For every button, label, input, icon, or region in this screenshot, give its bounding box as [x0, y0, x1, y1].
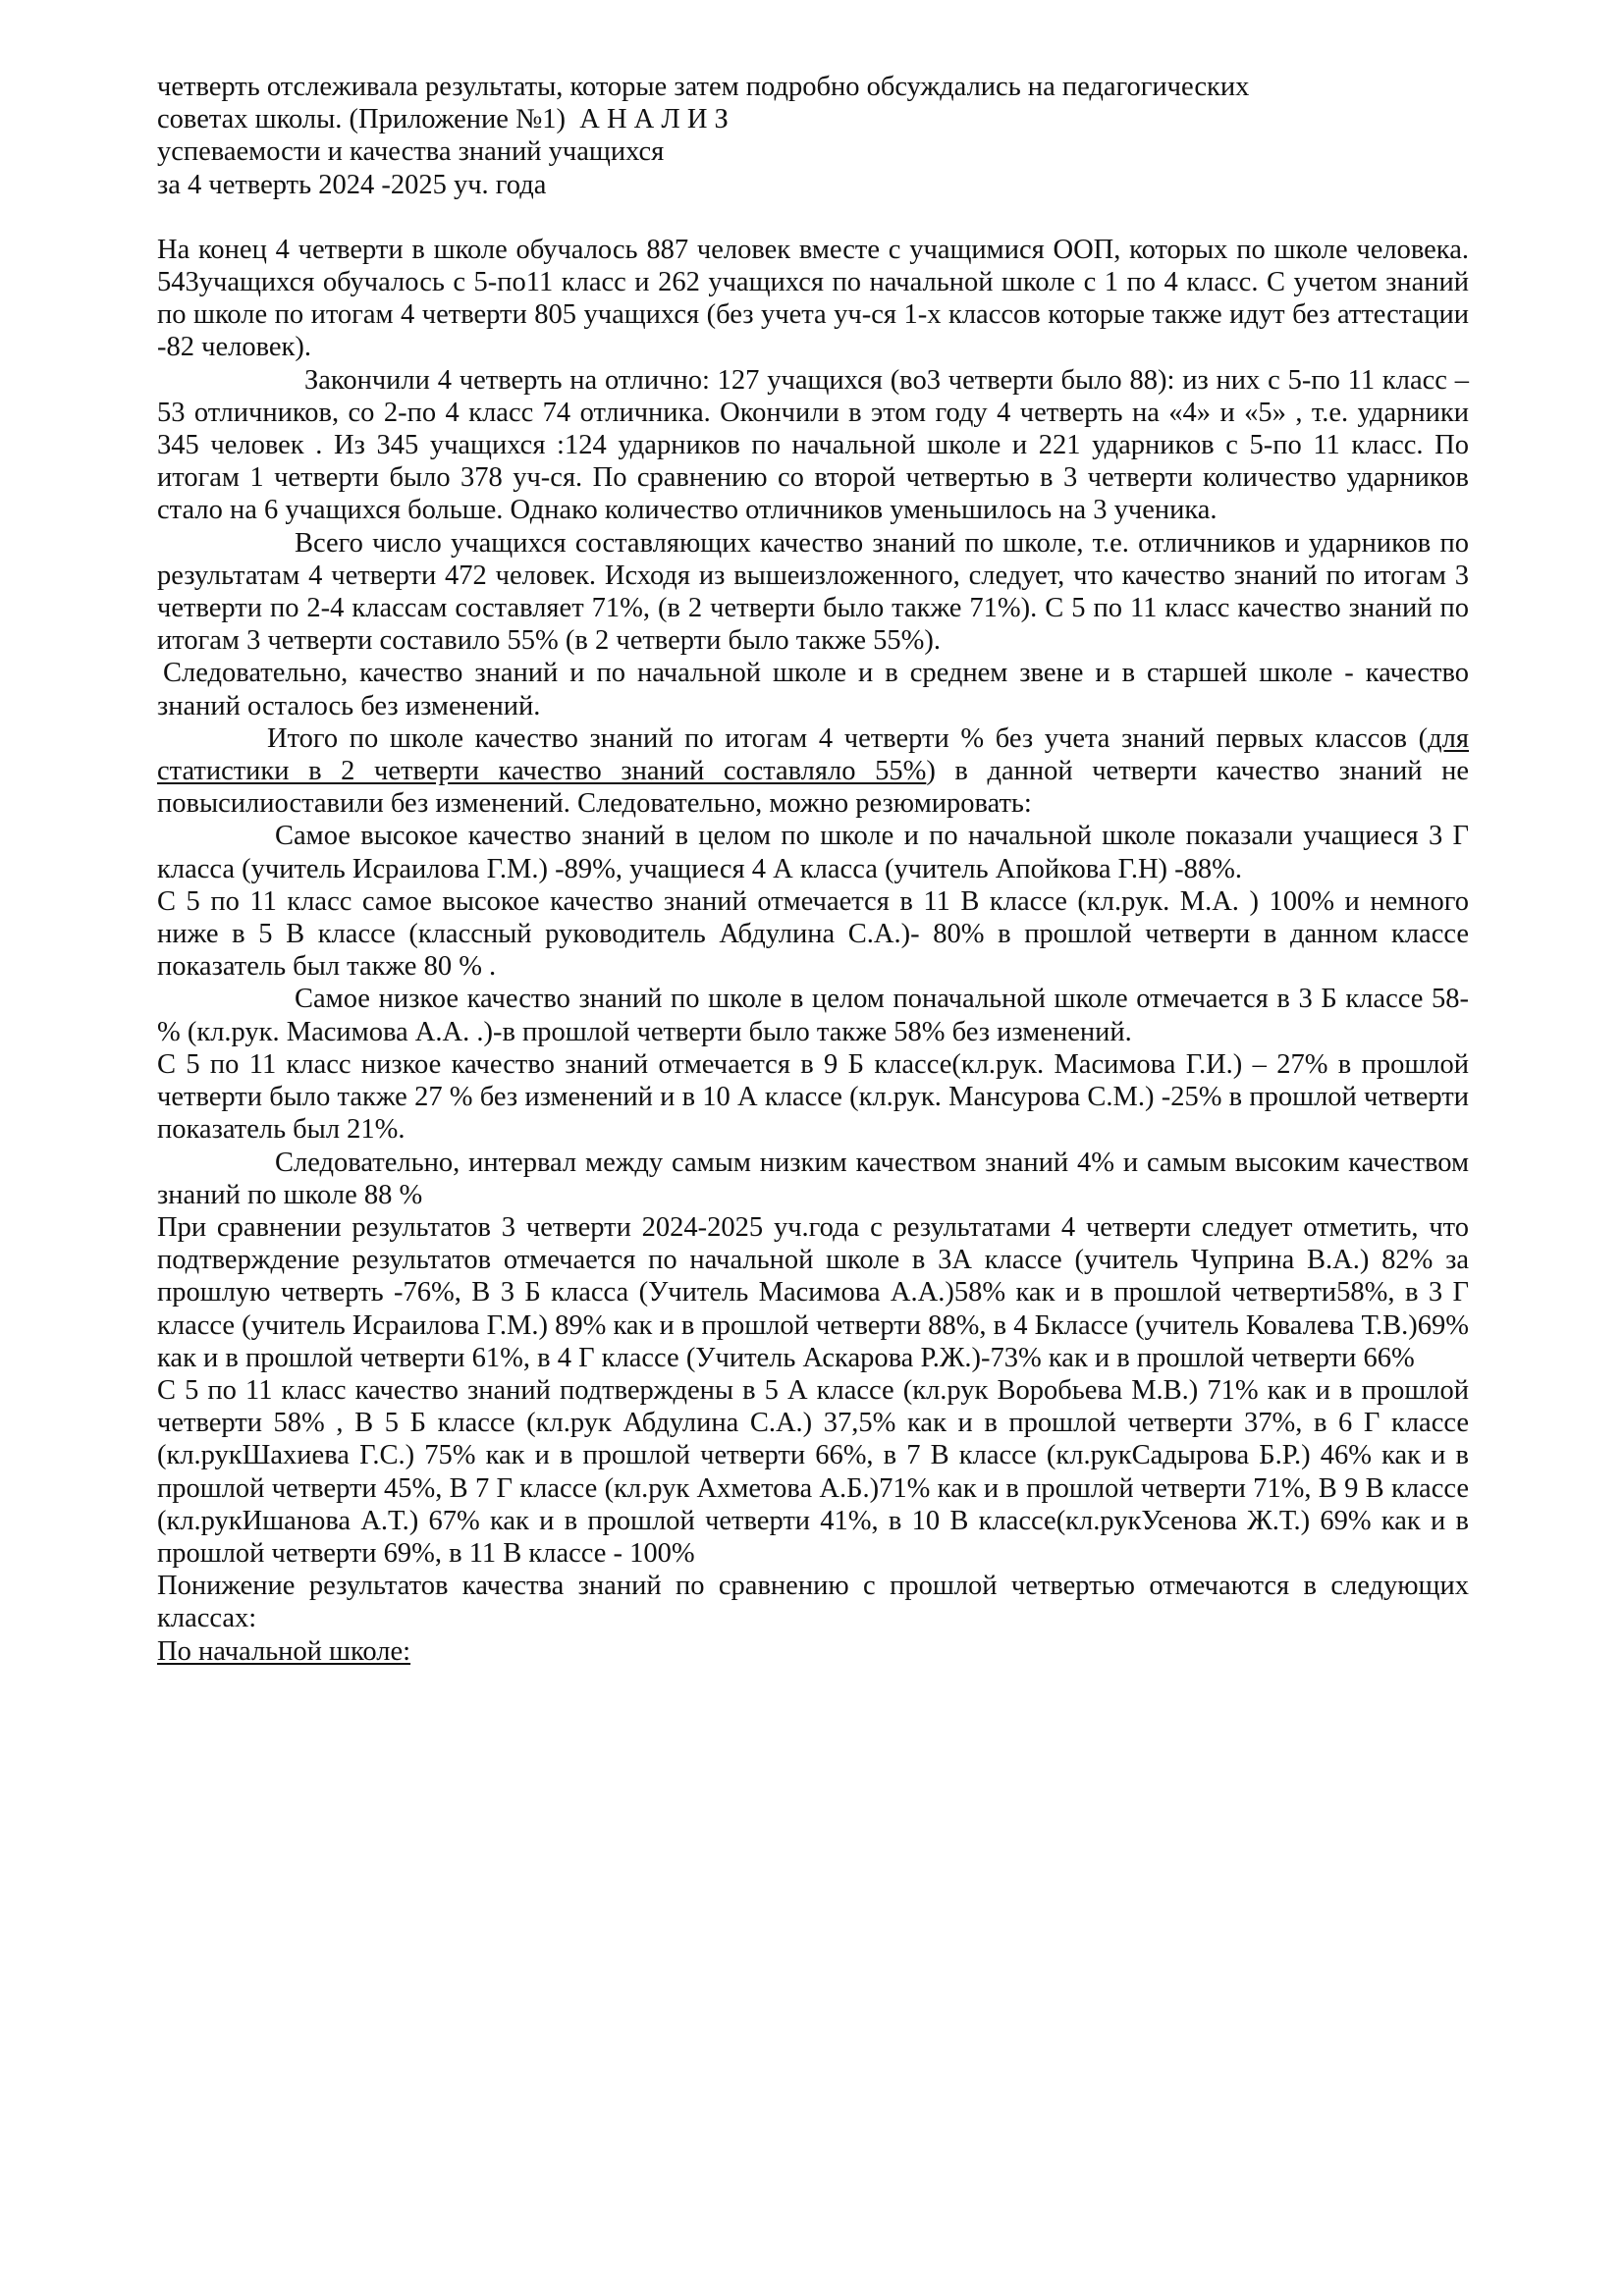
paragraph-lowest-secondary: С 5 по 11 класс низкое качество знаний отмечается в 9 Б классе(кл.рук. Масимова Г.И.) – 27% в прошлой четверти было также 27 % без изменений и в 10 А классе (кл.рук. Мансурова С.М.) -25% в прошлой четверти показатель был 21%. [157, 1048, 1469, 1146]
paragraph-decrease: Понижение результатов качества знаний по сравнению с прошлой четвертью отмечаются в следующих классах: [157, 1571, 1469, 1634]
section-heading-primary-school [157, 1635, 1469, 1668]
intro-line-title: советах школы. (Приложение №1) А Н А Л И З [157, 104, 729, 135]
paragraph-interval: Следовательно, интервал между самым низким качеством знаний 4% и самым высоким качеством знаний по школе 88 % [157, 1147, 1469, 1210]
paragraph-highest-secondary: С 5 по 11 класс самое высокое качество знаний отмечается в 11 В классе (кл.рук. М.А. ) 100% и немного ниже в 5 В классе (классный руководитель Абдулина С.А.)- 80% в прошлой четверти в данном классе показатель был также 80 % . [157, 885, 1469, 983]
underlined-heading: По начальной школе: [157, 1635, 411, 1667]
underlined-statistics-note: для статистики в 2 четверти качество знаний составляло 55% [157, 722, 1469, 787]
analysis-period: за 4 четверть 2024 -2025 уч. года [157, 169, 547, 200]
paragraph-excellent-students: Закончили 4 четверть на отлично: 127 учащихся (во3 четверти было 88): из них с 5-по 11 класс – 53 отличников, со 2-по 4 класс 74 отличника. Окончили в этом году 4 четверть на «4» и «5» , т.е. ударники 345 человек . Из 345 учащихся :124 ударников по начальной школе и 221 ударников с 5-по 11 класс. По итогам 1 четверти было 378 уч-ся. По сравнению со второй четвертью в 3 четверти количество ударников стало на 6 учащихся больше. Однако количество отличников уменьшилось на 3 ученика. [157, 364, 1469, 526]
paragraph-school-total [157, 722, 1469, 821]
paragraph-comparison-secondary: С 5 по 11 класс качество знаний подтверждены в 5 А классе (кл.рук Воробьева М.В.) 71% как и в прошлой четверти 58% , В 5 Б классе (кл.рук Абдулина С.А.) 37,5% как и в прошлой четверти 37%, в 6 Г классе (кл.рукШахиева Г.С.) 75% как и в прошлой четверти 66%, в 7 В классе (кл.рукСадырова Б.Р.) 46% как и в прошлой четверти 45%, В 7 Г классе (кл.рук Ахметова А.Б.)71% как и в прошлой четверти 71%, В 9 В классе (кл.рукИшанова А.Т.) 67% как и в прошлой четверти 41%, в 10 В классе(кл.рукУсенова Ж.Т.) 69% как и в прошлой четверти 69%, в 11 В классе - 100% [157, 1374, 1469, 1569]
intro-line: четверть отслеживала результаты, которые затем подробно обсуждались на педагогических [157, 72, 1250, 102]
paragraph-highest-primary: Самое высокое качество знаний в целом по школе и по начальной школе показали учащиеся 3 Г класса (учитель Исраилова Г.М.) -89%, учащиеся 4 А класса (учитель Апойкова Г.Н) -88%. [157, 821, 1469, 884]
paragraph-enrollment: На конец 4 четверти в школе обучалось 887 человек вместе с учащимися ООП, которых по школе человека. 543учащихся обучалось с 5-по11 класс и 262 учащихся по начальной школе с 1 по 4 класс. С учетом знаний по школе по итогам 4 четверти 805 учащихся (без учета уч-ся 1-х классов которые также идут без аттестации -82 человек). [157, 234, 1469, 363]
text: Итого по школе качество знаний по итогам 4 четверти % без учета знаний первых классов ( [267, 722, 1429, 754]
paragraph-comparison-primary: При сравнении результатов 3 четверти 2024-2025 уч.года с результатами 4 четверти следует отметить, что подтверждение результатов отмечается по начальной школе в 3А классе (учитель Чуприна В.А.) 82% за прошлую четверть -76%, В 3 Б класса (Учитель Масимова А.А.)58% как и в прошлой четверти58%, в 3 Г классе (учитель Исраилова Г.М.) 89% как и в прошлой четверти 88%, в 4 Бклассе (учитель Ковалева Т.В.)69% как и в прошлой четверти 61%, в 4 Г классе (Учитель Аскарова Р.Ж.)-73% как и в прошлой четверти 66% [157, 1211, 1469, 1373]
spacer [157, 201, 1469, 234]
paragraph-lowest-primary: Самое низкое качество знаний по школе в целом поначальной школе отмечается в 3 Б классе 58-% (кл.рук. Масимова А.А. .)-в прошлой четверти было также 58% без изменений. [157, 984, 1469, 1047]
analysis-subtitle: успеваемости и качества знаний учащихся [157, 136, 665, 168]
text: ) в данной четверти качество знаний не повысилиоставили без изменений. Следовательно, можно резюмировать: [157, 756, 1469, 820]
paragraph-knowledge-quality: Всего число учащихся составляющих качество знаний по школе, т.е. отличников и ударников по результатам 4 четверти 472 человек. Исходя из вышеизложенного, следует, что качество знаний по итогам 3 четверти по 2-4 классам составляет 71%, (в 2 четверти было также 71%). С 5 по 11 класс качество знаний по итогам 3 четверти составило 55% (в 2 четверти было также 55%). [157, 527, 1469, 657]
paragraph-conclusion: Следовательно, качество знаний и по начальной школе и в среднем звене и в старшей школе - качество знаний осталось без изменений. [157, 658, 1469, 721]
document-page [157, 71, 1469, 1668]
